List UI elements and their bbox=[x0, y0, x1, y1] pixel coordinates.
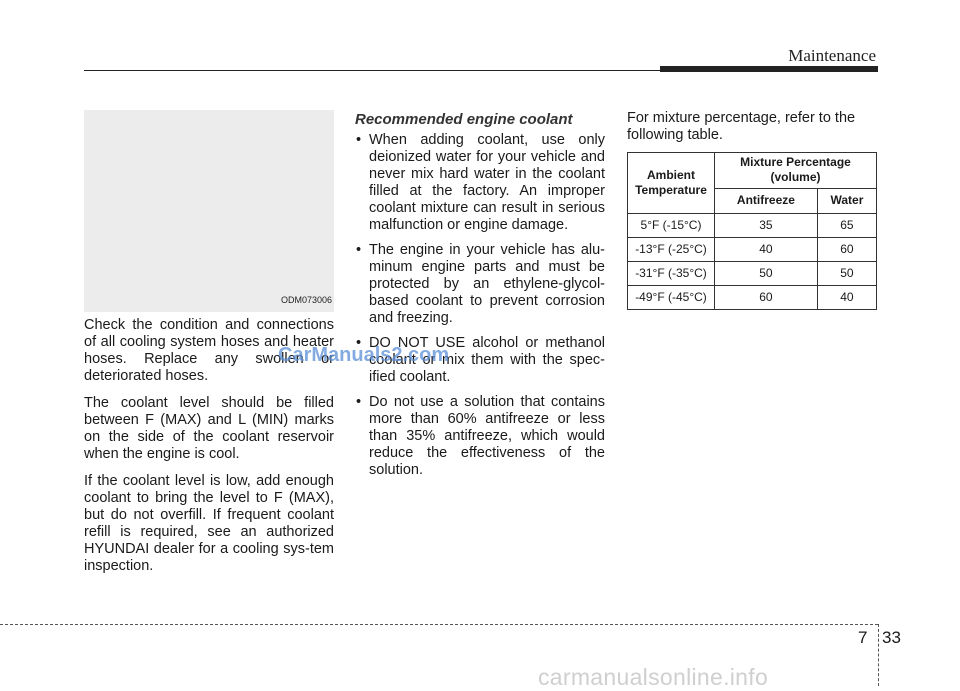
cell-antifreeze: 60 bbox=[715, 286, 818, 310]
cell-water: 60 bbox=[817, 238, 876, 262]
cell-water: 65 bbox=[817, 214, 876, 238]
site-watermark: CarManuals2.com bbox=[278, 344, 450, 366]
paragraph: Check the condition and connections of all cooling system hoses and heater hoses. Replace any swollen or deteriorated hoses. bbox=[84, 317, 334, 384]
bullet-item: • Do not use a solution that contains more than 60% antifreeze or less than 35% antifreeze, which would reduce the effectiveness of the solution. bbox=[355, 394, 605, 479]
page-number: 33 bbox=[882, 628, 901, 647]
section-heading: Recommended engine coolant bbox=[355, 111, 573, 128]
figure-caption: ODM073006 bbox=[280, 295, 332, 305]
table-row bbox=[628, 238, 877, 262]
header-water: Water bbox=[817, 188, 876, 213]
figure-image bbox=[84, 110, 334, 312]
cell-antifreeze: 40 bbox=[715, 238, 818, 262]
footer-rule bbox=[0, 624, 878, 625]
header-rule-thick bbox=[660, 66, 878, 72]
cell-temperature: -13°F (-25°C) bbox=[628, 238, 715, 262]
bullet-item: • DO NOT USE alcohol or methanol coolant or mix them with the spec-ified coolant. bbox=[355, 335, 605, 386]
table-intro: For mixture percentage, refer to the following table. bbox=[627, 110, 856, 143]
table-row bbox=[628, 214, 877, 238]
paragraph: If the coolant level is low, add enough coolant to bring the level to F (MAX), but do not overfill. If frequent coolant refill is required, see an authorized HYUNDAI dealer for a cooling sys-tem inspection. bbox=[84, 473, 334, 574]
bullet-list bbox=[355, 132, 605, 479]
cell-water: 40 bbox=[817, 286, 876, 310]
cell-temperature: -31°F (-35°C) bbox=[628, 262, 715, 286]
header-mixture-percentage: Mixture Percentage (volume) bbox=[715, 153, 877, 189]
footer-watermark: carmanualsonline.info bbox=[538, 664, 769, 690]
cell-water: 50 bbox=[817, 262, 876, 286]
cell-temperature: 5°F (-15°C) bbox=[628, 214, 715, 238]
header-antifreeze: Antifreeze bbox=[715, 188, 818, 213]
header-ambient-temperature: Ambient Temperature bbox=[628, 153, 715, 214]
middle-column bbox=[355, 111, 605, 487]
table-row bbox=[628, 262, 877, 286]
right-column bbox=[627, 110, 879, 310]
cell-antifreeze: 35 bbox=[715, 214, 818, 238]
section-title: Maintenance bbox=[788, 46, 876, 65]
bullet-item: • When adding coolant, use only deionized water for your vehicle and never mix hard water in the coolant filled at the factory. An improper coolant mixture can result in serious malfunction or engine damage. bbox=[355, 132, 605, 234]
bullet-item: • The engine in your vehicle has alu-minum engine parts and must be protected by an ethylene-glycol-based coolant to prevent corrosion and freezing. bbox=[355, 242, 605, 327]
paragraph: The coolant level should be filled between F (MAX) and L (MIN) marks on the side of the coolant reservoir when the engine is cool. bbox=[84, 395, 334, 462]
header-rule-thin bbox=[84, 70, 660, 71]
coolant-mixture-table bbox=[627, 152, 877, 310]
cell-antifreeze: 50 bbox=[715, 262, 818, 286]
chapter-number: 7 bbox=[858, 628, 868, 647]
table-row bbox=[628, 286, 877, 310]
footer-divider bbox=[878, 624, 879, 686]
cell-temperature: -49°F (-45°C) bbox=[628, 286, 715, 310]
